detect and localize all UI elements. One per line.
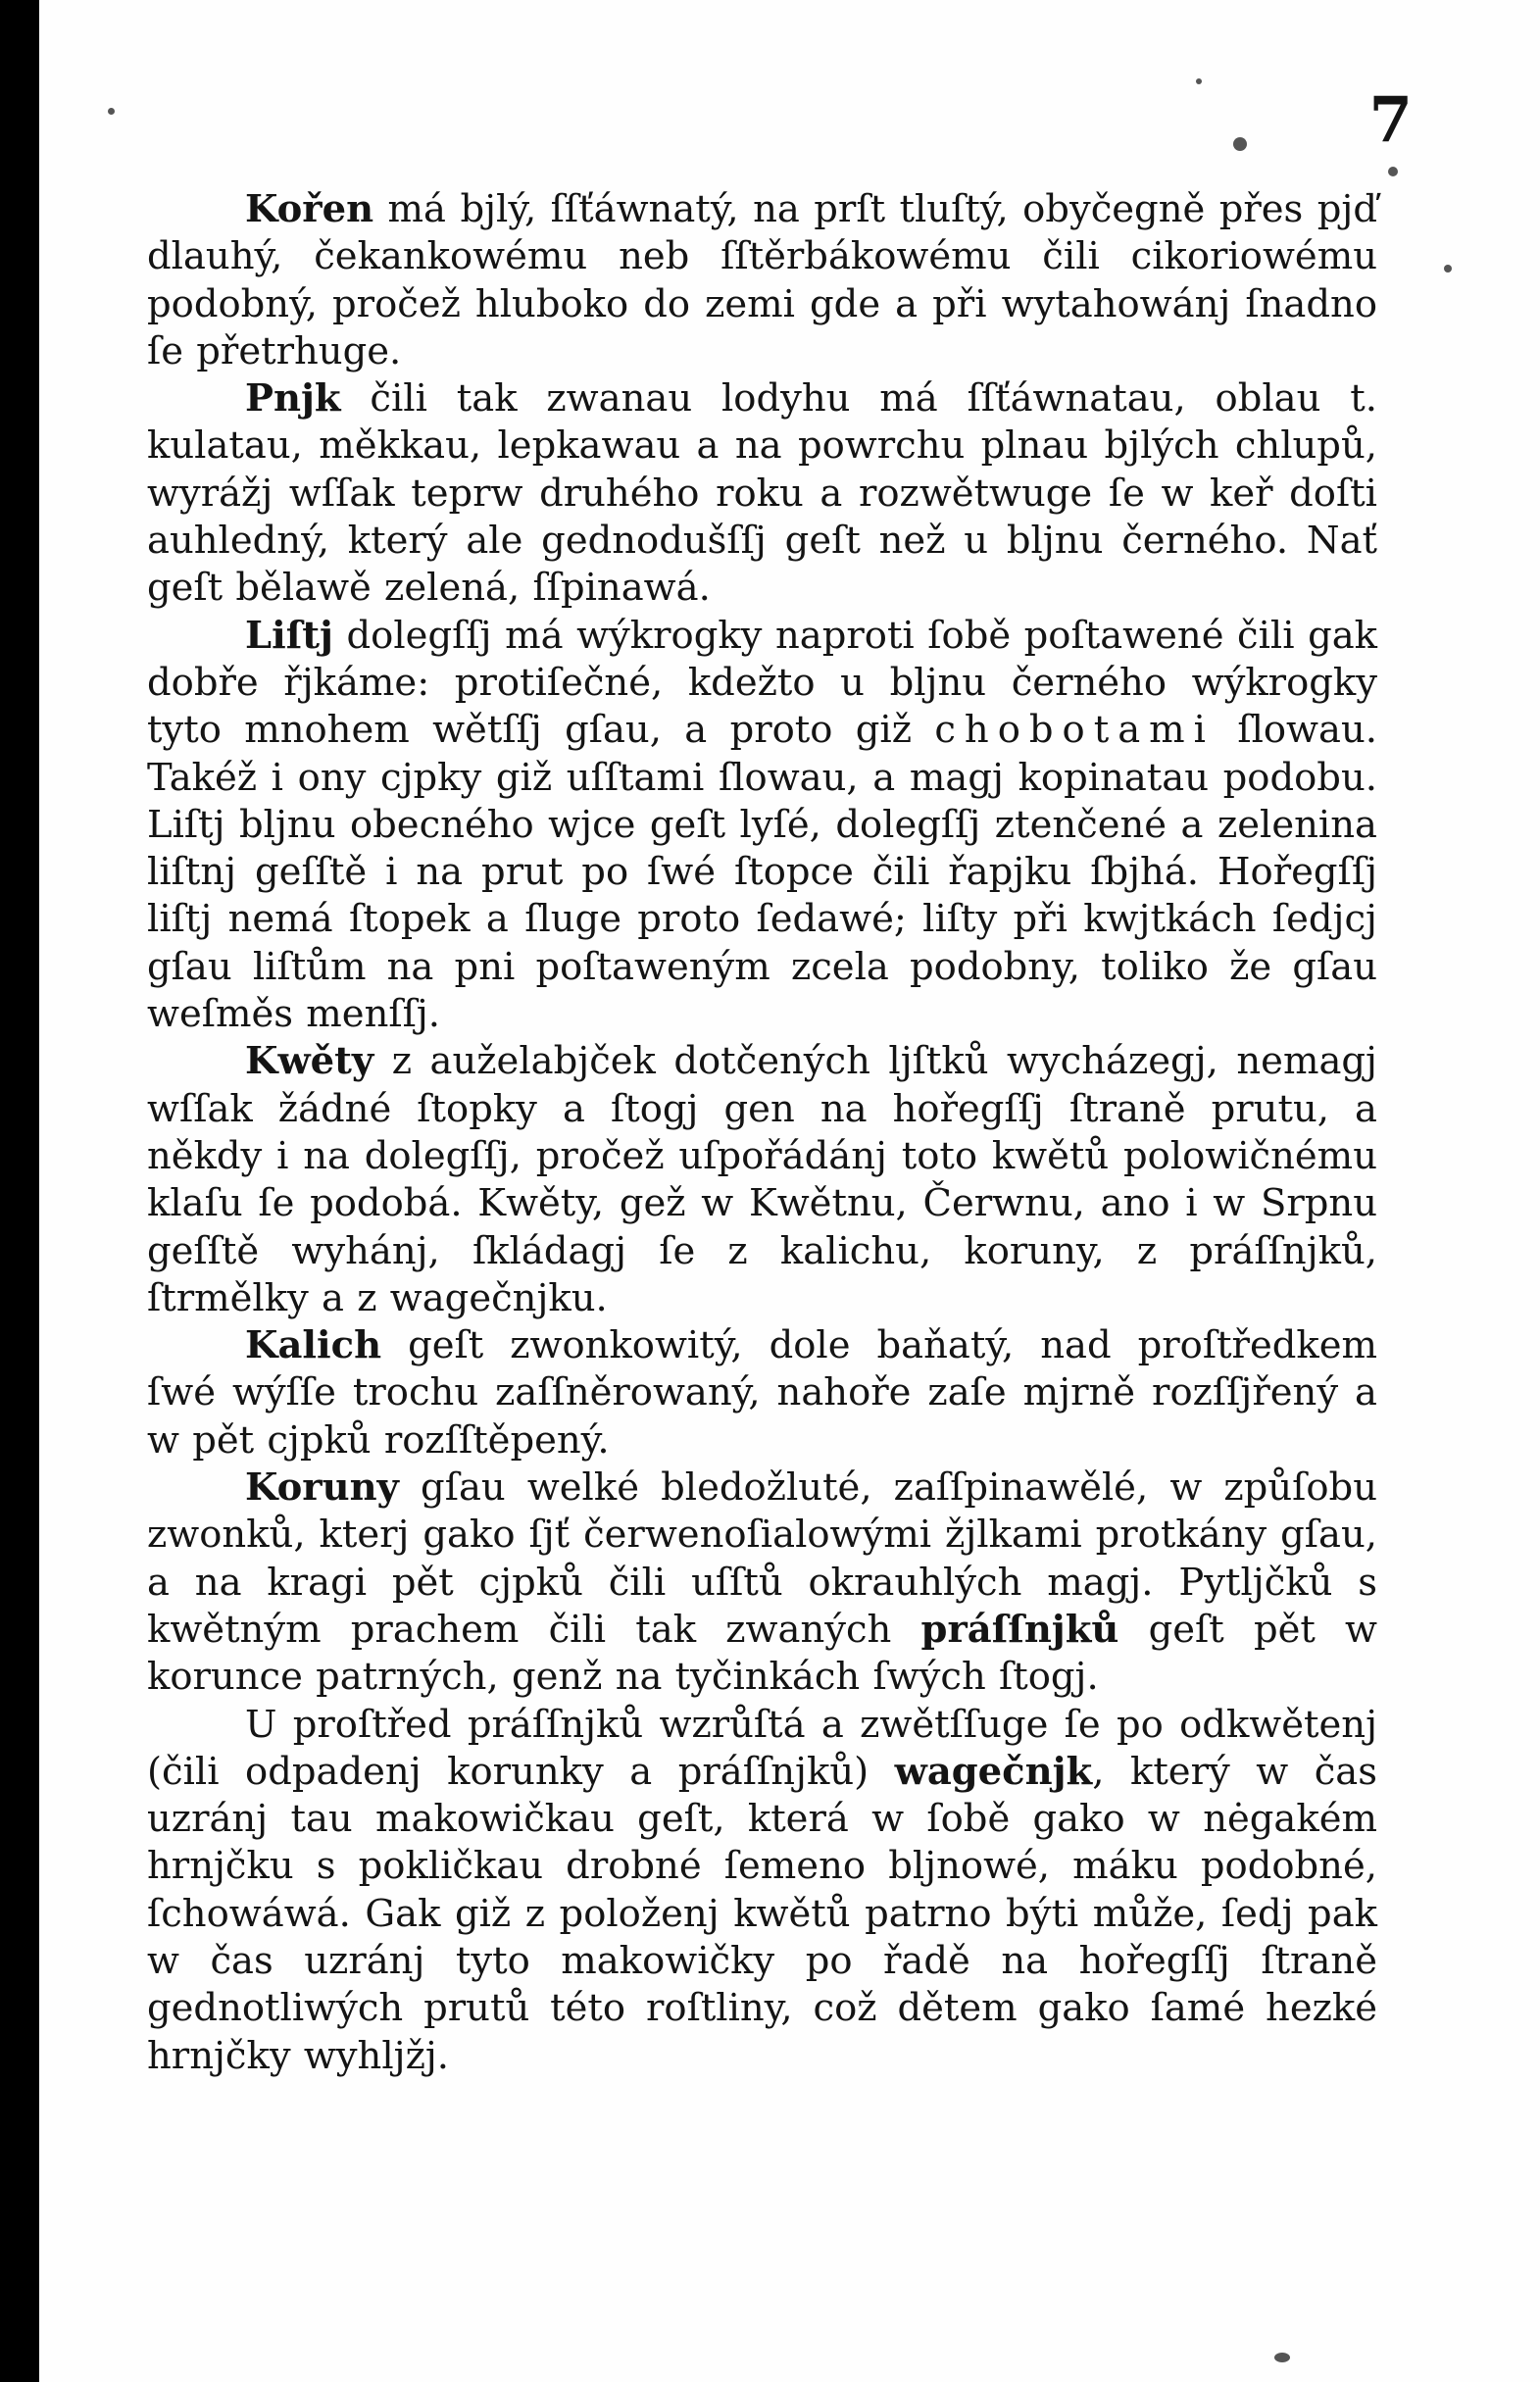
keyword-koren: Kořen (245, 187, 374, 231)
paragraph-capsule (147, 1702, 1377, 2080)
paragraph-corolla (147, 1464, 1377, 1701)
paragraph-text: geſt zwonkowitý, dole baňatý, nad proſtředkem ſwé wýſſe trochu zaſſněrowaný, nahoře zaſe mjrně rozſſjřený a w pět cjpků rozſſtěpený. (147, 1323, 1377, 1463)
paragraph-text: U proſtřed práſſnjků wzrůſtá a zwětſſuge ſe po odkwětenj (čili odpadenj korunky a práſſnjků) (147, 1702, 1377, 1794)
paper-speck (1444, 265, 1452, 273)
paragraph-text: má bjlý, ſſťáwnatý, na prſt tluſtý, obyčegně přes pjď dlauhý, čekankowému neb ſſtěrbákowému čili cikoriowému podobný, pročež hluboko do zemi gde a při wytahowánj ſnadno ſe přetrhuge. (147, 187, 1377, 373)
paper-speck (1274, 2353, 1290, 2362)
paragraph-stem (147, 375, 1377, 612)
spaced-term-chobotami: chobotami (934, 708, 1215, 753)
paragraph-text: , který w čas uzránj tau makowičkau geſt, která w ſobě gako w nėgakém hrnjčku s pokličkau drobné ſemeno bljnowé, máku podobné, ſchowáwá. Gak giž z položenj kwětů patrno býti může, ſedj pak w čas uzránj tyto makowičky po řadě na hořegſſj ſtraně gednotliwých prutů této roſtliny, což dětem gako ſamé hezké hrnjčky wyhljžj. (147, 1749, 1378, 2078)
paragraph-text: geſt pět w korunce patrných, genž na tyčinkách ſwých ſtogj. (147, 1607, 1377, 1700)
page-number: 7 (1368, 83, 1413, 157)
book-spine-shadow (0, 0, 39, 2382)
keyword-listj: Liſtj (245, 613, 333, 658)
paragraph-root (147, 186, 1377, 375)
paragraph-text: gſau welké bledožluté, zaſſpinawělé, w způſobu zwonků, kterj gako ſjť čerwenoſialowými žjlkami protkány gſau, a na kragi pět cjpků čili uſſtů okrauhlých magj. Pytljčků s kwětným prachem čili tak zwaných (147, 1465, 1377, 1652)
paper-speck (1196, 78, 1202, 84)
paper-speck (1388, 167, 1398, 176)
paragraph-flowers (147, 1038, 1377, 1322)
paragraph-text: dolegſſj má wýkrogky naproti ſobě poſtawené čili gak dobře řjkáme: protiſečné, kdežto u bljnu černého wýkrogky tyto mnohem wětſſj gſau, a proto giž (147, 613, 1377, 753)
paper-speck (108, 108, 115, 115)
keyword-koruny: Koruny (245, 1465, 399, 1511)
paragraph-text: ſlowau. Takéž i ony cjpky giž uſſtami ſlowau, a magj kopinatau podobu. Liſtj bljnu obecného wjce geſt lyſé, dolegſſj ztenčené a zelenina liſtnj geſſtě i na prut po ſwé ſtopce čili řapjku ſbjhá. Hořegſſj liſtj nemá ſtopek a ſluge proto ſedawé; liſty při kwjtkách ſedjcj gſau liſtům na pni poſtaweným zcela podobny, toliko že gſau weſměs menſſj. (147, 708, 1377, 1037)
paragraph-leaves (147, 613, 1377, 1039)
book-page (39, 0, 1540, 2382)
keyword-prassnjku: práſſnjků (920, 1607, 1119, 1652)
body-text (147, 186, 1377, 2080)
keyword-kalich: Kalich (245, 1323, 382, 1368)
keyword-wagecnjk: wagečnjk (894, 1749, 1093, 1794)
keyword-pnjk: Pnjk (245, 376, 341, 422)
paper-speck (1233, 137, 1247, 151)
paragraph-text: z auželabjček dotčených ljſtků wycházegj, nemagj wſſak žádné ſtopky a ſtogj gen na hořegſſj ſtraně prutu, a někdy i na dolegſſj, pročež uſpořádánj toto kwětů polowičnému klaſu ſe podobá. Kwěty, gež w Kwětnu, Čerwnu, ano i w Srpnu geſſtě wyhánj, ſkládagj ſe z kalichu, koruny, z práſſnjků, ſtrmělky a z wagečnjku. (147, 1039, 1377, 1320)
page-edge-line (73, 0, 76, 2382)
paragraph-calyx (147, 1322, 1377, 1464)
paragraph-text: čili tak zwanau lodyhu má ſſťáwnatau, oblau t. kulatau, měkkau, lepkawau a na powrchu plnau bjlých chlupů, wyrážj wſſak teprw druhého roku a rozwětwuge ſe w keř doſti auhledný, který ale gednodušſſj geſt než u bljnu černého. Nať geſt bělawě zelená, ſſpinawá. (147, 376, 1377, 611)
keyword-kwety: Kwěty (245, 1039, 374, 1084)
